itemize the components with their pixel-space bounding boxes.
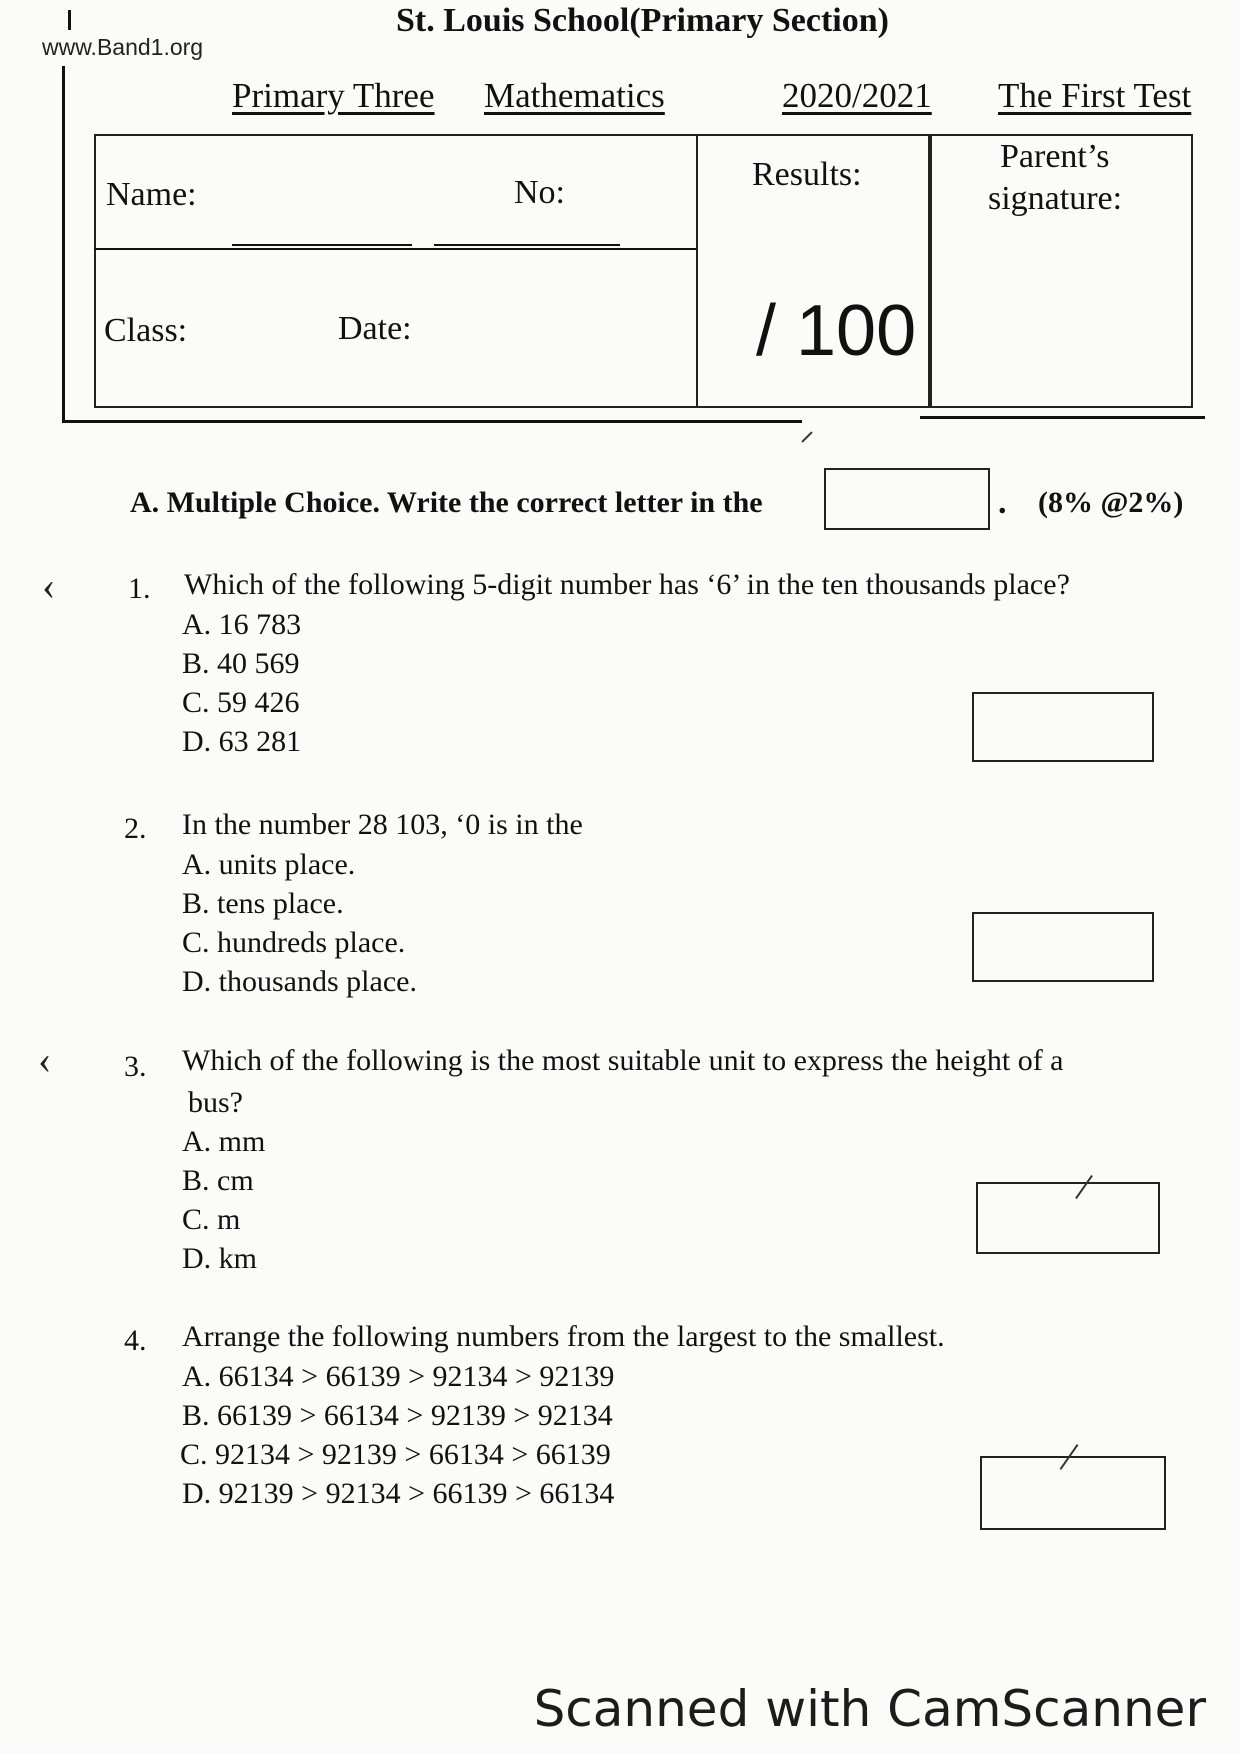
watermark-text: www.Band1.org bbox=[42, 34, 204, 60]
number-label: No: bbox=[514, 174, 565, 211]
question-1-option-d: D. 63 281 bbox=[182, 725, 302, 758]
question-1-number: 1. bbox=[128, 572, 151, 605]
question-2-option-b: B. tens place. bbox=[182, 887, 344, 920]
date-label: Date: bbox=[338, 310, 412, 347]
question-3-option-c: C. m bbox=[182, 1203, 241, 1236]
question-3-option-d: D. km bbox=[182, 1242, 257, 1275]
frame-bottom-line bbox=[62, 420, 802, 423]
test-label: The First Test bbox=[998, 76, 1192, 115]
score-total: / 100 bbox=[756, 291, 917, 371]
question-1-option-b: B. 40 569 bbox=[182, 647, 300, 680]
question-2-number: 2. bbox=[124, 812, 147, 845]
parent-signature-label-line1: Parent’s bbox=[1000, 138, 1110, 175]
name-label: Name: bbox=[106, 176, 197, 213]
question-2-answer-box[interactable] bbox=[972, 912, 1154, 982]
question-3-text-line1: Which of the following is the most suitable unit to express the height of a bbox=[182, 1044, 1064, 1077]
question-3-answer-box[interactable] bbox=[976, 1182, 1160, 1254]
question-1-text: Which of the following 5-digit number has ‘6’ in the ten thousands place? bbox=[184, 568, 1070, 601]
year-label: 2020/2021 bbox=[782, 76, 932, 115]
parent-signature-label-line2: signature: bbox=[988, 180, 1123, 217]
frame-bottom-line-right bbox=[920, 416, 1205, 419]
correct-mark-icon: ‹ bbox=[38, 1037, 52, 1082]
scanner-footer: Scanned with CamScanner bbox=[533, 1680, 1206, 1738]
frame-left-line bbox=[62, 66, 65, 422]
question-4-text: Arrange the following numbers from the largest to the smallest. bbox=[182, 1320, 945, 1353]
class-label: Class: bbox=[104, 312, 188, 349]
question-1-option-c: C. 59 426 bbox=[182, 686, 300, 719]
question-2-text: In the number 28 103, ‘0 is in the bbox=[182, 808, 583, 841]
question-4-option-a: A. 66134 > 66139 > 92134 > 92139 bbox=[182, 1360, 615, 1393]
question-4-number: 4. bbox=[124, 1324, 147, 1357]
question-3-option-a: A. mm bbox=[182, 1125, 266, 1158]
question-3-option-b: B. cm bbox=[182, 1164, 254, 1197]
results-label: Results: bbox=[752, 156, 862, 193]
question-3-number: 3. bbox=[124, 1050, 147, 1083]
info-row-divider bbox=[94, 248, 696, 250]
pencil-stroke-decoration bbox=[801, 431, 812, 442]
question-3-text-line2: bus? bbox=[188, 1086, 243, 1119]
question-4-option-d: D. 92139 > 92134 > 66139 > 66134 bbox=[182, 1477, 615, 1510]
section-a-instruction: A. Multiple Choice. Write the correct letter in the bbox=[130, 486, 763, 519]
number-line bbox=[434, 244, 620, 246]
question-4-option-b: B. 66139 > 66134 > 92139 > 92134 bbox=[182, 1399, 613, 1432]
question-1-option-a: A. 16 783 bbox=[182, 608, 302, 641]
margin-tick bbox=[68, 10, 71, 30]
name-line bbox=[232, 244, 412, 246]
instruction-period: . bbox=[998, 484, 1007, 521]
subject-label: Mathematics bbox=[484, 76, 665, 115]
instruction-answer-box bbox=[824, 468, 990, 530]
question-1-answer-box[interactable] bbox=[972, 692, 1154, 762]
question-4-option-c: C. 92134 > 92139 > 66134 > 66139 bbox=[180, 1438, 611, 1471]
correct-mark-icon: ‹ bbox=[42, 563, 56, 608]
question-2-option-c: C. hundreds place. bbox=[182, 926, 406, 959]
section-a-marks: (8% @2%) bbox=[1038, 486, 1184, 519]
school-title: St. Louis School(Primary Section) bbox=[396, 2, 889, 39]
question-4-answer-box[interactable] bbox=[980, 1456, 1166, 1530]
question-2-option-d: D. thousands place. bbox=[182, 965, 417, 998]
question-2-option-a: A. units place. bbox=[182, 848, 356, 881]
grade-label: Primary Three bbox=[232, 76, 435, 115]
